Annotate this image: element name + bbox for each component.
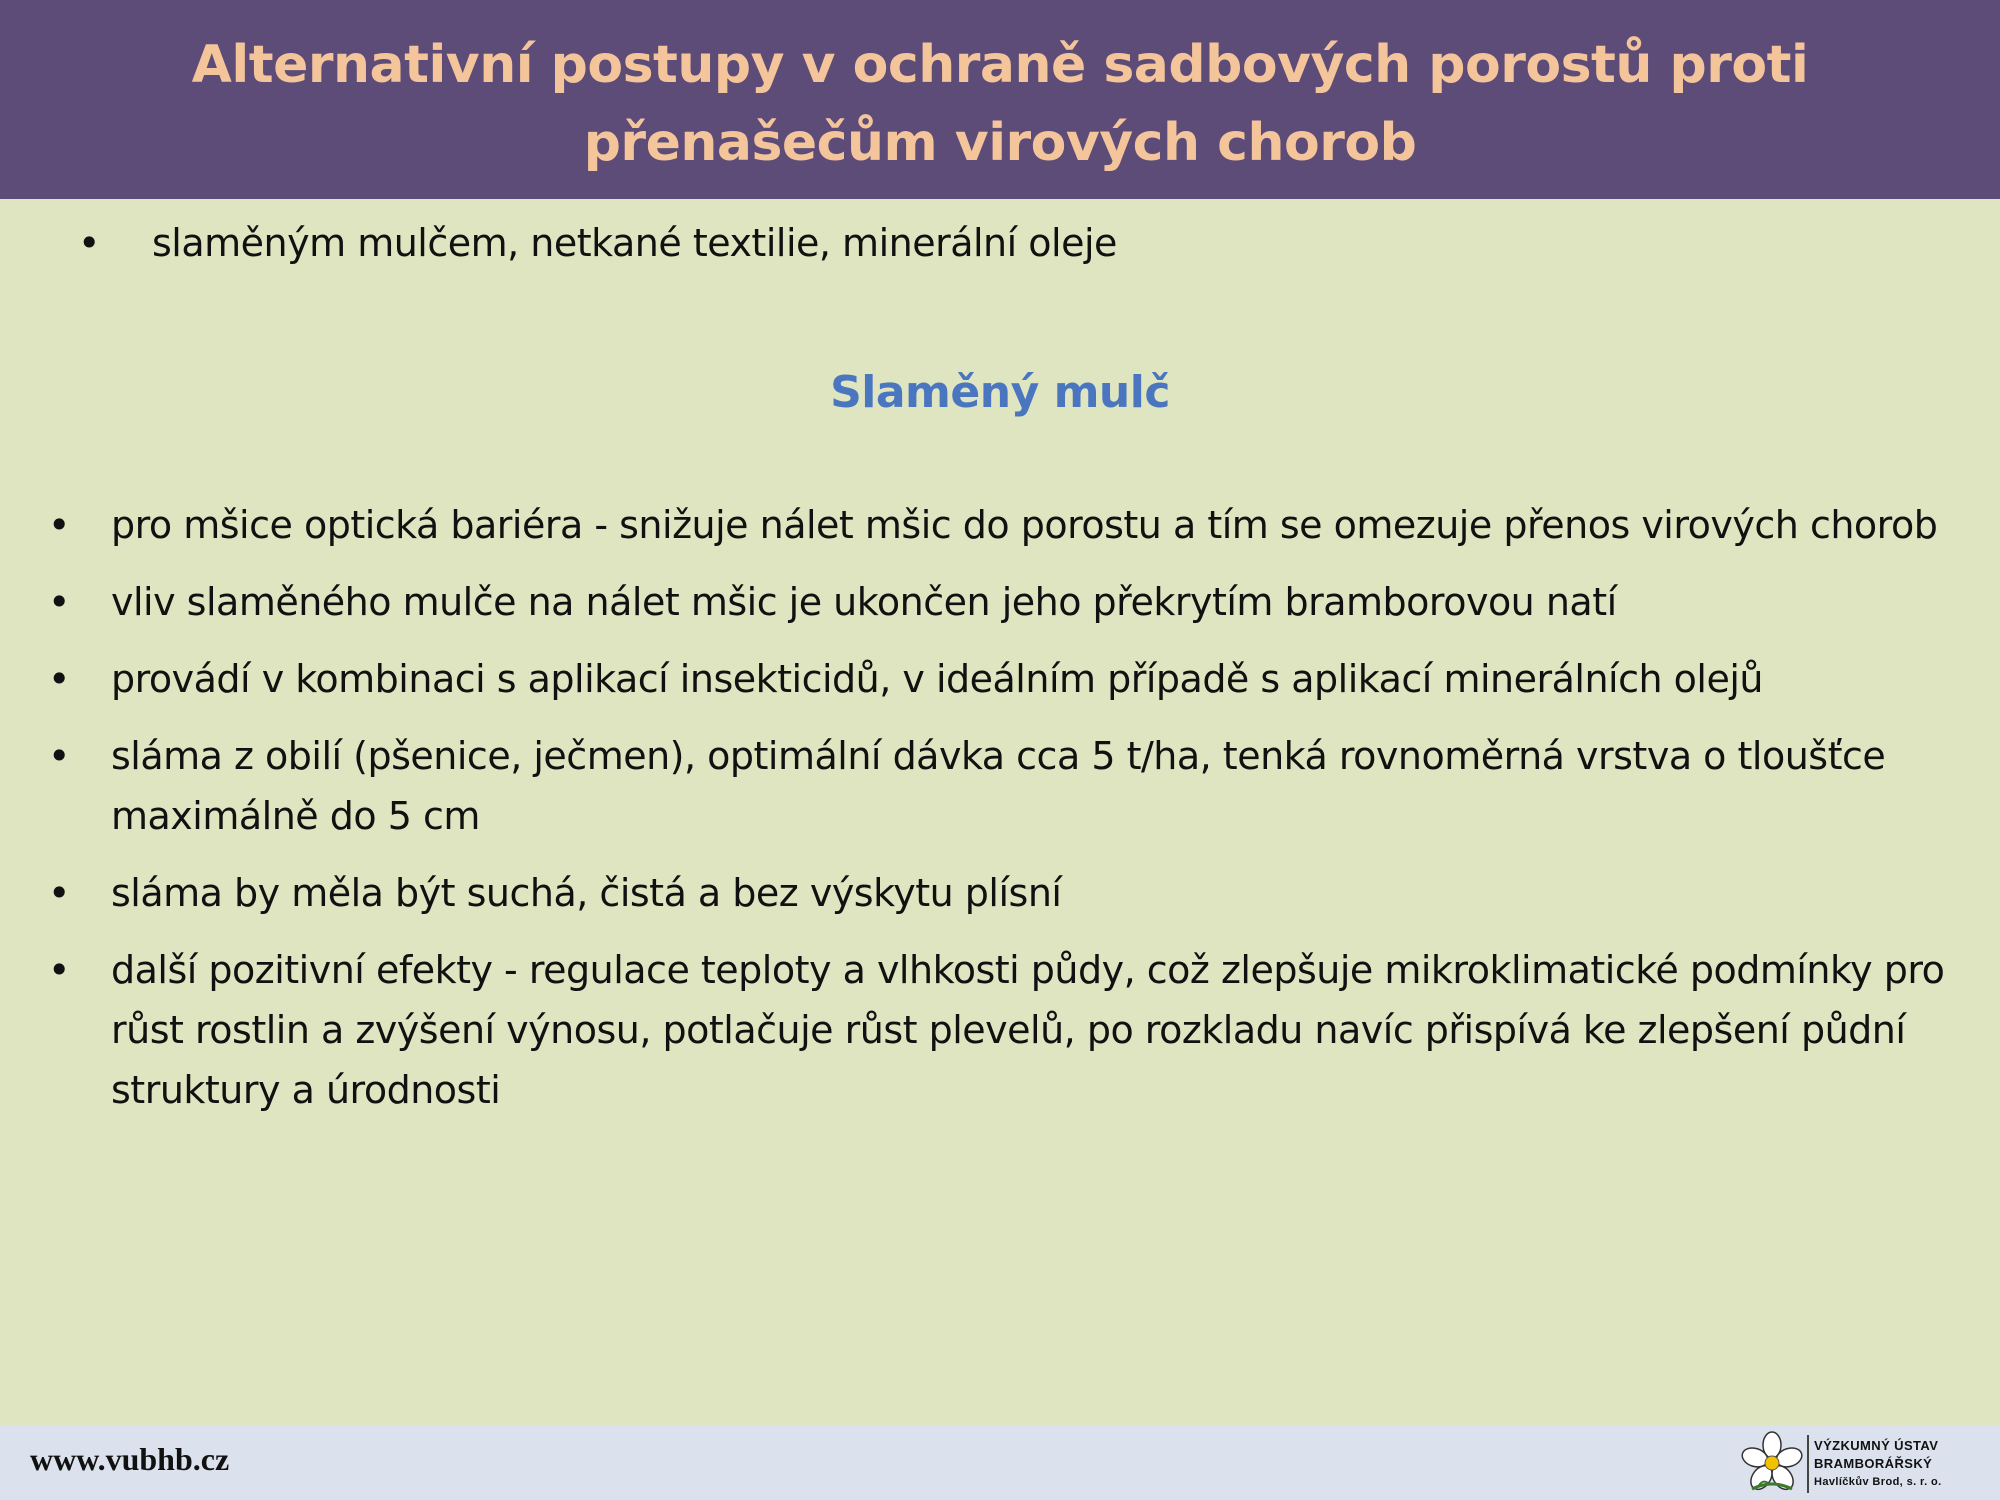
logo-line-2: BRAMBORÁŘSKÝ xyxy=(1814,1456,1933,1471)
list-item xyxy=(48,649,1968,709)
bullet-text: další pozitivní efekty - regulace teploty a vlhkosti půdy, což zlepšuje mikroklimatické podmínky pro růst rostlin a zvýšení výnosu, potlačuje růst plevelů, po rozkladu navíc přispívá ke zlepšení půdní struktury a úrodnosti xyxy=(111,948,1945,1112)
bullet-text: pro mšice optická bariéra - snižuje nálet mšic do porostu a tím se omezuje přenos virových chorob xyxy=(111,503,1938,547)
intro-bullet xyxy=(78,221,1117,265)
website-link[interactable]: www.vubhb.cz xyxy=(30,1441,230,1477)
bullet-text: sláma by měla být suchá, čistá a bez výskytu plísní xyxy=(111,871,1062,915)
logo-line-1: VÝZKUMNÝ ÚSTAV xyxy=(1814,1438,1939,1453)
footer xyxy=(0,1425,2000,1500)
list-item xyxy=(48,572,1968,632)
bullet-mark: • xyxy=(48,580,70,624)
bullet-mark: • xyxy=(48,871,70,915)
intro-bullet-text: slaměným mulčem, netkané textilie, minerální oleje xyxy=(152,221,1117,265)
bullet-text: vliv slaměného mulče na nálet mšic je ukončen jeho překrytím bramborovou natí xyxy=(111,580,1617,624)
list-item xyxy=(48,863,1968,923)
institute-logo xyxy=(1738,1429,2000,1497)
section-heading: Slaměný mulč xyxy=(830,367,1170,418)
bullet-mark: • xyxy=(78,221,100,265)
bullet-mark: • xyxy=(48,948,70,992)
logo-text xyxy=(1814,1437,1942,1491)
logo-line-3: Havlíčkův Brod, s. r. o. xyxy=(1814,1476,1942,1488)
slide-title: Alternativní postupy v ochraně sadbových porostů proti přenašečům virových chorob xyxy=(191,35,1809,173)
slide-content xyxy=(0,199,2000,1425)
list-item xyxy=(48,726,1968,846)
bullet-list xyxy=(48,495,1968,1137)
bullet-text: sláma z obilí (pšenice, ječmen), optimální dávka cca 5 t/ha, tenká rovnoměrná vrstva o tloušťce maximálně do 5 cm xyxy=(111,734,1886,838)
bullet-mark: • xyxy=(48,734,70,778)
bullet-mark: • xyxy=(48,503,70,547)
flower-logo-icon xyxy=(1738,1429,1806,1497)
list-item xyxy=(48,495,1968,555)
bullet-text: provádí v kombinaci s aplikací insekticidů, v ideálním případě s aplikací minerálních olejů xyxy=(111,657,1763,701)
bullet-mark: • xyxy=(48,657,70,701)
title-bar xyxy=(0,0,2000,199)
logo-separator xyxy=(1807,1435,1809,1493)
list-item xyxy=(48,940,1968,1120)
